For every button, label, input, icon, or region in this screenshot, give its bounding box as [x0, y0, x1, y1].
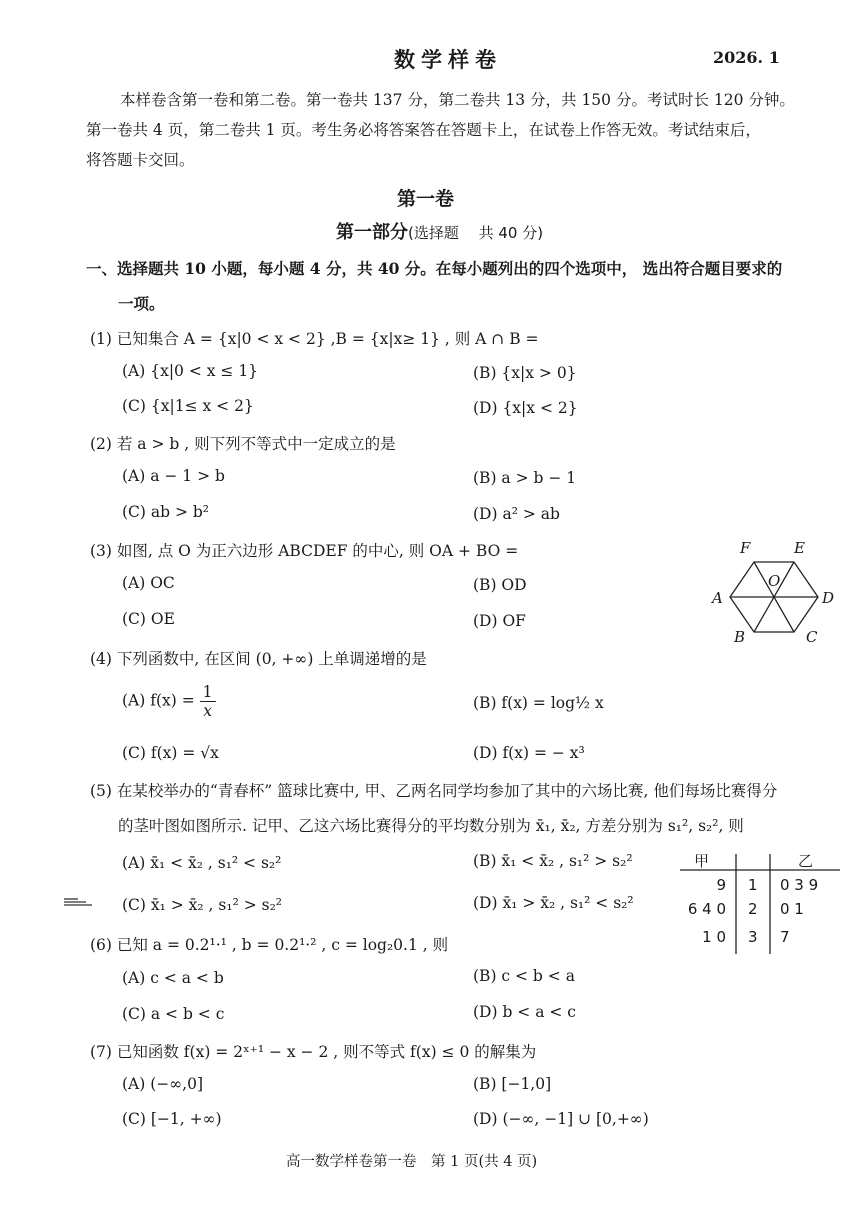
- q5-option-b: (B) x̄₁ < x̄₂ , s₁² > s₂²: [473, 852, 633, 870]
- section-instruction-2: 一项。: [118, 294, 165, 313]
- hex-label-a: A: [712, 589, 723, 607]
- q2-option-c: (C) ab > b²: [122, 503, 210, 521]
- part-title: 第一部分: [336, 222, 408, 243]
- q1-option-b: (B) {x|x > 0}: [473, 364, 577, 382]
- question-1-stem: (1) 已知集合 A = {x|0 < x < 2} ,B = {x|x≥ 1} , 则 A ∩ B =: [90, 330, 539, 348]
- question-3-stem: (3) 如图, 点 O 为正六边形 ABCDEF 的中心, 则 OA + BO =: [90, 542, 519, 560]
- page-footer: 高一数学样卷第一卷 第 1 页(共 4 页): [286, 1154, 538, 1170]
- part-note: (选择题 共 40 分): [408, 224, 544, 242]
- q7-option-b: (B) [−1,0]: [473, 1075, 552, 1093]
- stem-leaf-row-1-stem: 1: [748, 876, 758, 894]
- q6-option-b: (B) c < b < a: [473, 967, 575, 985]
- q2-option-d: (D) a² > ab: [473, 505, 560, 523]
- hexagon-figure: [708, 536, 842, 646]
- page-title: 数学样卷: [394, 48, 502, 72]
- question-5-stem-1: (5) 在某校举办的“青春杯” 篮球比赛中, 甲、乙两名同学均参加了其中的六场比赛, 他们每场比赛得分: [90, 782, 778, 800]
- q2-option-b: (B) a > b − 1: [473, 469, 577, 487]
- hex-label-f: F: [740, 539, 751, 557]
- intro-line-3: 将答题卡交回。: [86, 151, 195, 169]
- question-6-stem: (6) 已知 a = 0.2¹·¹ , b = 0.2¹·² , c = log₂0.1 , 则: [90, 936, 449, 954]
- q1-option-d: (D) {x|x < 2}: [473, 399, 578, 417]
- q4-option-a: [122, 683, 216, 720]
- hex-label-o: O: [768, 572, 781, 590]
- hex-label-e: E: [794, 539, 805, 557]
- q3-option-c: (C) OE: [122, 610, 175, 628]
- q4-option-b: (B) f(x) = log½ x: [473, 694, 604, 712]
- volume-title: 第一卷: [397, 188, 455, 210]
- q4-option-c: (C) f(x) = √x: [122, 744, 219, 762]
- intro-line-2: 第一卷共 4 页，第二卷共 1 页。考生务必将答案答在答题卡上，在试卷上作答无效。考试结束后，: [86, 121, 761, 139]
- stem-leaf-row-2-stem: 2: [748, 900, 758, 918]
- q7-option-c: (C) [−1, +∞): [122, 1110, 222, 1128]
- stem-leaf-row-1-right: 0 3 9: [780, 876, 819, 894]
- q6-option-a: (A) c < a < b: [122, 969, 224, 987]
- q5-option-d: (D) x̄₁ > x̄₂ , s₁² < s₂²: [473, 894, 634, 912]
- question-2-stem: (2) 若 a > b , 则下列不等式中一定成立的是: [90, 435, 396, 453]
- hex-label-b: B: [734, 628, 746, 646]
- part-title-wrap: [336, 218, 543, 244]
- stem-leaf-header-right: 乙: [798, 852, 814, 870]
- q6-option-d: (D) b < a < c: [473, 1003, 576, 1021]
- stem-leaf-row-3-right: 7: [780, 928, 790, 946]
- hex-label-c: C: [806, 628, 818, 646]
- q4-a-numerator: 1: [200, 683, 216, 702]
- q7-option-d: (D) (−∞, −1] ∪ [0,+∞): [473, 1110, 649, 1128]
- q3-option-a: (A) OC: [122, 574, 175, 592]
- stem-leaf-row-3-left: 1 0: [702, 928, 726, 946]
- stem-leaf-row-1-left: 9: [716, 876, 726, 894]
- hex-label-d: D: [822, 589, 835, 607]
- q1-option-a: (A) {x|0 < x ≤ 1}: [122, 362, 259, 380]
- q2-option-a: (A) a − 1 > b: [122, 467, 225, 485]
- scan-mark-icon: [64, 897, 94, 907]
- q6-option-c: (C) a < b < c: [122, 1005, 225, 1023]
- question-7-stem: (7) 已知函数 f(x) = 2ˣ⁺¹ − x − 2 , 则不等式 f(x) ≤ 0 的解集为: [90, 1043, 537, 1061]
- stem-leaf-plot: [680, 846, 840, 956]
- q5-option-a: (A) x̄₁ < x̄₂ , s₁² < s₂²: [122, 854, 282, 872]
- stem-leaf-row-2-right: 0 1: [780, 900, 804, 918]
- q4-option-a-prefix: (A) f(x) =: [122, 691, 195, 710]
- section-instruction-1: 一、选择题共 10 小题，每小题 4 分，共 40 分。在每小题列出的四个选项中， 选出符合题目要求的: [86, 259, 783, 278]
- q5-option-c: (C) x̄₁ > x̄₂ , s₁² > s₂²: [122, 896, 283, 914]
- exam-date: 2026. 1: [713, 48, 780, 67]
- question-5-stem-2: 的茎叶图如图所示. 记甲、乙这六场比赛得分的平均数分别为 x̄₁, x̄₂, 方差分别为 s₁², s₂², 则: [118, 817, 744, 835]
- q3-option-d: (D) OF: [473, 612, 526, 630]
- q4-option-d: (D) f(x) = − x³: [473, 744, 585, 762]
- q7-option-a: (A) (−∞,0]: [122, 1075, 203, 1093]
- q1-option-c: (C) {x|1≤ x < 2}: [122, 397, 254, 415]
- q4-option-a-fraction: [200, 683, 216, 720]
- intro-line-1: 本样卷含第一卷和第二卷。第一卷共 137 分，第二卷共 13 分，共 150 分。考试时长 120 分钟。: [120, 91, 795, 109]
- stem-leaf-row-2-left: 6 4 0: [687, 900, 726, 918]
- q4-a-denominator: x: [203, 702, 212, 720]
- q3-option-b: (B) OD: [473, 576, 527, 594]
- stem-leaf-row-3-stem: 3: [748, 928, 758, 946]
- stem-leaf-header-left: 甲: [694, 852, 710, 870]
- question-4-stem: (4) 下列函数中, 在区间 (0, +∞) 上单调递增的是: [90, 650, 427, 668]
